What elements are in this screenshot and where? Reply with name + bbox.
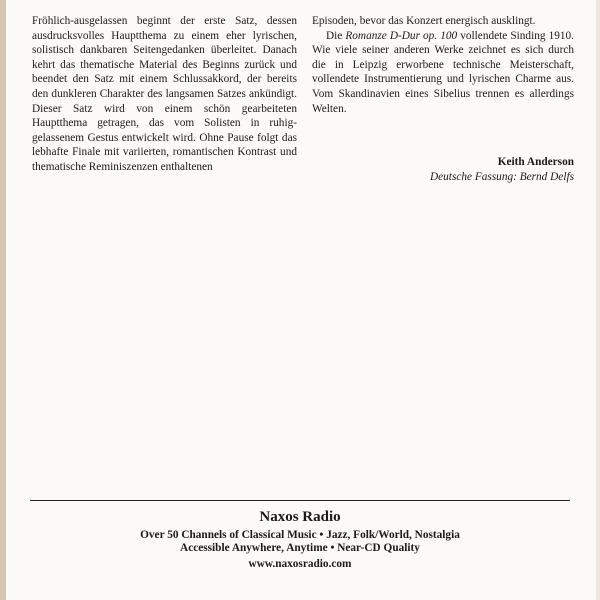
page-edge-left <box>0 0 6 600</box>
divider-rule <box>30 500 570 501</box>
naxos-radio-access: Accessible Anywhere, Anytime • Near-CD Quality <box>180 542 420 554</box>
romanze-work-title: Romanze D-Dur op. 100 <box>345 29 458 42</box>
romanze-intro-text: Die <box>326 29 346 42</box>
naxos-radio-title: Naxos Radio <box>259 509 341 525</box>
romanze-body-text: vollendete Sinding 1910. Wie viele seiner anderen Werke zeichnet es sich durch die in Leipzig erworbene technische Meisterschaft, vollendete Instrumentierung und lyrischen Charme aus. Vom Skandinavien eines Sibelius trennen es allerdings Welten. <box>312 29 574 115</box>
left-text-column <box>32 14 297 175</box>
author-name: Keith Anderson <box>497 156 574 168</box>
signature-block <box>312 155 574 184</box>
page-edge-right <box>596 0 600 600</box>
naxos-radio-ad <box>30 507 570 571</box>
continuation-paragraph: Episoden, bevor das Konzert energisch ausklingt. <box>312 15 536 27</box>
romanze-paragraph <box>312 29 574 117</box>
translation-credit: Deutsche Fassung: Bernd Delfs <box>429 170 574 183</box>
right-text-column <box>312 14 574 116</box>
naxos-radio-url: www.naxosradio.com <box>248 558 352 570</box>
left-paragraph: Fröhlich-ausgelassen beginnt der erste Satz, dessen ausdrucksvolles Hauptthema zu einem eher lyrischen, solistisch dankbaren Seitengedanken überleitet. Danach kehrt das thematische Material des Beginns zurück und beendet den Satz mit einem Schlussakkord, der bereits den dunkleren Charakter des langsamen Satzes ankündigt. Dieser Satz wird von einem schön gearbeiteten Hauptthema getragen, das vom Solisten in ruhig-gelassenem Gestus entwickelt wird. Ohne Pause folgt das lebhafte Finale mit variierten, romantischen Kontrast und thematische Reminiszenzen enthaltenen <box>32 15 297 173</box>
naxos-radio-channels: Over 50 Channels of Classical Music • Jazz, Folk/World, Nostalgia <box>140 529 460 541</box>
